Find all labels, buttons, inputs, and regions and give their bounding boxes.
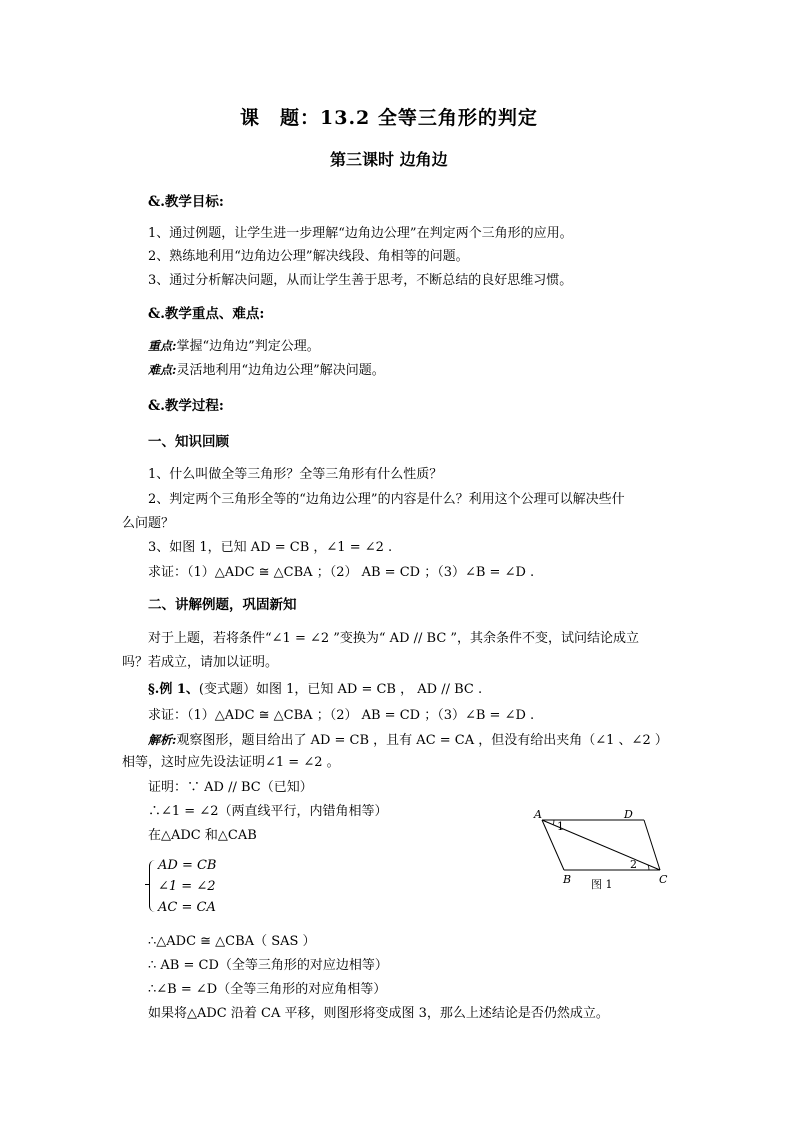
objective-item: 1、通过例题，让学生进一步理解“边角边公理”在判定两个三角形的应用。 bbox=[148, 226, 573, 241]
angle-label-1: 1 bbox=[557, 820, 564, 833]
objectives-heading: &.教学目标: bbox=[148, 194, 224, 210]
final-question: 如果将△ADC 沿着 CA 平移，则图形将变成图 3，那么上述结论是否仍然成立。 bbox=[148, 1006, 609, 1021]
analysis-line bbox=[148, 732, 668, 749]
difficult-label: 难点: bbox=[148, 363, 177, 377]
vertex-label-D: D bbox=[624, 808, 633, 821]
proof-step: 在△ADC 和△CAB bbox=[148, 828, 257, 843]
analysis-label: 解析: bbox=[148, 733, 177, 747]
figure-1-diagram bbox=[520, 800, 680, 890]
review-heading: 一、知识回顾 bbox=[148, 434, 229, 450]
key-text: 掌握“边角边”判定公理。 bbox=[176, 339, 320, 354]
page-subtitle: 第三课时 边角边 bbox=[330, 150, 448, 169]
review-question: 3、如图 1，已知 AD = CB ，∠1 = ∠2 . bbox=[148, 540, 393, 555]
objective-item: 2、熟练地利用“边角边公理”解决线段、角相等的问题。 bbox=[148, 249, 469, 264]
conclusion-step: ∴△ADC ≅ △CBA（ SAS ） bbox=[148, 934, 316, 949]
segment-DC bbox=[644, 820, 660, 870]
analysis-cont: 相等，这时应先设法证明∠1 = ∠2 。 bbox=[122, 755, 340, 770]
difficult-text: 灵活地利用“边角边公理”解决问题。 bbox=[176, 363, 385, 378]
example-statement bbox=[148, 682, 482, 698]
analysis-text: 观察图形，题目给出了 AD = CB ，且有 AC = CA ，但没有给出夹角（∠1 、∠2 ） bbox=[176, 733, 668, 748]
example-text: (变式题）如图 1，已知 AD = CB ， AD // BC . bbox=[198, 682, 483, 697]
vertex-label-C: C bbox=[659, 873, 668, 886]
conclusion-step: ∴ AB = CD（全等三角形的对应边相等） bbox=[148, 958, 388, 973]
review-proof-prompt: 求证：（1）△ADC ≅ △CBA ；（2） AB = CD ；（3）∠B = ∠D . bbox=[148, 565, 535, 580]
vertex-label-A: A bbox=[534, 808, 542, 821]
example-label: §.例 1、 bbox=[148, 682, 199, 697]
key-point-line bbox=[148, 338, 320, 355]
vertex-label-B: B bbox=[563, 873, 572, 886]
brace-tip bbox=[145, 884, 150, 885]
brace-condition: ∠1 = ∠2 bbox=[158, 879, 216, 894]
key-label: 重点: bbox=[148, 339, 177, 353]
conclusion-step: ∴∠B = ∠D（全等三角形的对应角相等） bbox=[148, 982, 387, 997]
process-heading: &.教学过程: bbox=[148, 398, 224, 414]
brace-condition: AD = CB bbox=[158, 858, 217, 873]
proof-step: 证明：∵ AD // BC（已知） bbox=[148, 780, 313, 795]
figure-caption: 图 1 bbox=[591, 878, 613, 890]
examples-intro: 对于上题，若将条件“∠1 = ∠2 ”变换为“ AD // BC ”，其余条件不变，试问结论成立 bbox=[148, 631, 640, 646]
example-proof-prompt: 求证：（1）△ADC ≅ △CBA ；（2） AB = CD ；（3）∠B = ∠D . bbox=[148, 708, 535, 723]
angle-1-arc bbox=[553, 820, 554, 825]
proof-step: ∴∠1 = ∠2（两直线平行，内错角相等） bbox=[148, 804, 388, 819]
examples-heading: 二、讲解例题，巩固新知 bbox=[148, 597, 297, 613]
brace-condition: AC = CA bbox=[158, 900, 216, 915]
key-points-heading: &.教学重点、难点: bbox=[148, 306, 265, 322]
difficult-point-line bbox=[148, 362, 385, 379]
review-question: 2、判定两个三角形全等的“边角边公理”的内容是什么？利用这个公理可以解决些什 bbox=[148, 492, 625, 507]
examples-intro-cont: 吗？若成立，请加以证明。 bbox=[122, 655, 279, 670]
page-title: 课 题：13.2 全等三角形的判定 bbox=[240, 107, 538, 129]
angle-label-2: 2 bbox=[630, 858, 637, 871]
objective-item: 3、通过分析解决问题，从而让学生善于思考，不断总结的良好思维习惯。 bbox=[148, 273, 573, 288]
brace-bracket bbox=[149, 860, 158, 912]
review-question-cont: 么问题？ bbox=[122, 516, 175, 531]
review-question: 1、什么叫做全等三角形？全等三角形有什么性质？ bbox=[148, 467, 443, 482]
